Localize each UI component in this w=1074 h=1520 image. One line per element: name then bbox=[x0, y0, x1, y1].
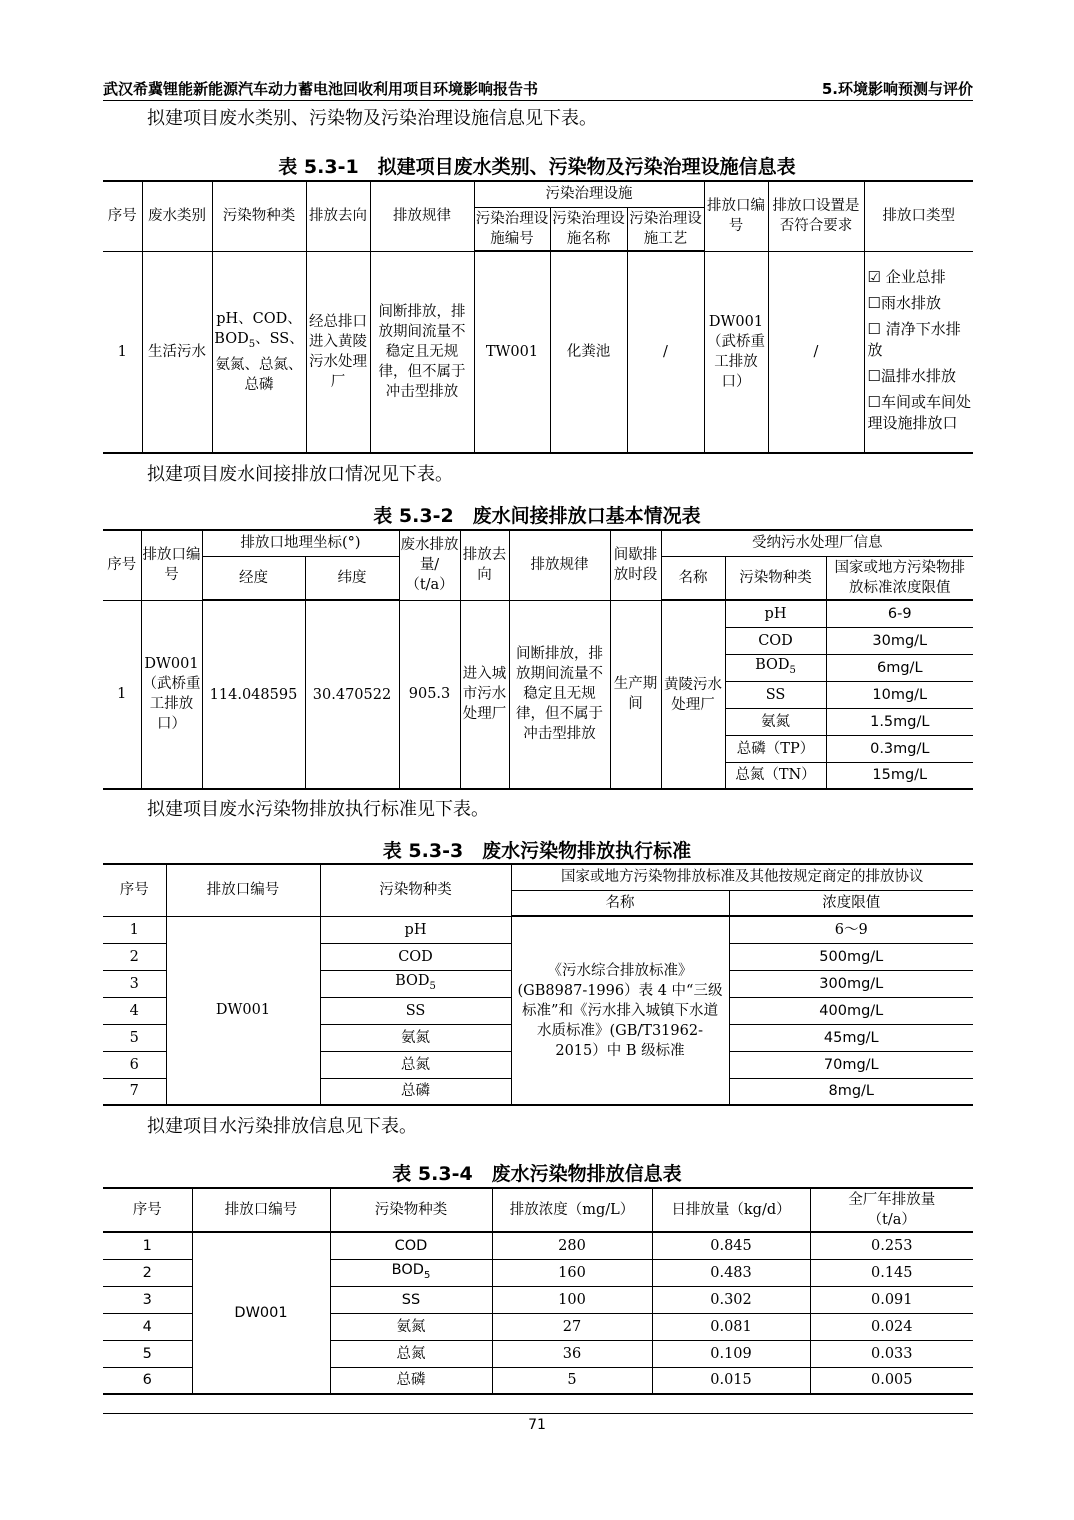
section-title: 5.环境影响预测与评价 bbox=[821, 80, 973, 98]
t2-limit-value: 6-9 bbox=[826, 600, 973, 627]
t2-limit-pollutant: 总氮（TN） bbox=[725, 762, 826, 789]
t2-plant-name: 黄陵污水处理厂 bbox=[661, 600, 725, 789]
t3-limit: 400mg/L bbox=[729, 997, 973, 1024]
t3-outlet: DW001 bbox=[166, 916, 320, 1105]
t2-h-amount: 废水排放量/（t/a） bbox=[399, 530, 460, 600]
t2-h-coord: 排放口地理坐标(°) bbox=[202, 530, 399, 556]
t4-pollutant: SS bbox=[330, 1286, 492, 1313]
t3-seq: 5 bbox=[103, 1024, 166, 1051]
t4-conc: 280 bbox=[492, 1232, 652, 1259]
t4-seq: 5 bbox=[103, 1340, 192, 1367]
t1-pollutant: pH、COD、$BOD_5$、SS、氨氮、总氮、总磷 bbox=[212, 251, 306, 453]
t2-limit-value: 6mg/L bbox=[826, 654, 973, 681]
t2-limit-pollutant: $BOD_5$ bbox=[725, 654, 826, 681]
t4-daily: 0.081 bbox=[652, 1313, 810, 1340]
table-discharge-info bbox=[103, 1187, 973, 1395]
t1-h-outlet-type: 排放口类型 bbox=[864, 181, 973, 251]
t2-rule: 间断排放，排放期间流量不稳定且无规律，但不属于冲击型排放 bbox=[509, 600, 610, 789]
t2-amount: 905.3 bbox=[399, 600, 460, 789]
t3-pollutant: 总磷 bbox=[320, 1078, 511, 1105]
t3-limit: 70mg/L bbox=[729, 1051, 973, 1078]
t2-limit-pollutant: 氨氮 bbox=[725, 708, 826, 735]
t3-pollutant: pH bbox=[320, 916, 511, 943]
table2-caption: 表 5.3-2 废水间接排放口基本情况表 bbox=[373, 505, 701, 527]
t3-limit: 8mg/L bbox=[729, 1078, 973, 1105]
t3-seq: 1 bbox=[103, 916, 166, 943]
t2-h-rule: 排放规律 bbox=[509, 530, 610, 600]
t2-limit-pollutant: COD bbox=[725, 627, 826, 654]
t4-conc: 100 bbox=[492, 1286, 652, 1313]
outlet-type-rain: ☐雨水排放 bbox=[867, 294, 941, 313]
t3-pollutant: SS bbox=[320, 997, 511, 1024]
t2-h-outlet-no: 排放口编号 bbox=[141, 530, 202, 600]
t3-pollutant: COD bbox=[320, 943, 511, 970]
t1-seq: 1 bbox=[103, 251, 142, 453]
t2-dest: 进入城市污水处理厂 bbox=[460, 600, 509, 789]
t1-h-dest: 排放去向 bbox=[306, 181, 370, 251]
t1-h-facility-name: 污染治理设施名称 bbox=[550, 207, 627, 251]
t3-pollutant: 氨氮 bbox=[320, 1024, 511, 1051]
t3-pollutant: $BOD_5$ bbox=[320, 970, 511, 997]
t4-pollutant: 总磷 bbox=[330, 1367, 492, 1394]
t4-conc: 160 bbox=[492, 1259, 652, 1286]
footer-rule bbox=[103, 1413, 973, 1414]
table-wastewater-facilities bbox=[103, 180, 973, 454]
t3-seq: 4 bbox=[103, 997, 166, 1024]
t1-h-outlet-no: 排放口编号 bbox=[704, 181, 768, 251]
table-discharge-standard bbox=[103, 863, 973, 1106]
t4-annual: 0.253 bbox=[810, 1232, 973, 1259]
t3-limit: 500mg/L bbox=[729, 943, 973, 970]
t4-pollutant: $BOD_5$ bbox=[330, 1259, 492, 1286]
t4-daily: 0.483 bbox=[652, 1259, 810, 1286]
t4-h-pollutant: 污染物种类 bbox=[330, 1188, 492, 1232]
outlet-type-enterprise: ☑ 企业总排 bbox=[867, 268, 946, 287]
t4-conc: 5 bbox=[492, 1367, 652, 1394]
t4-annual: 0.145 bbox=[810, 1259, 973, 1286]
t4-seq: 4 bbox=[103, 1313, 192, 1340]
t3-h-limit: 浓度限值 bbox=[729, 890, 973, 916]
t2-h-period: 间歇排放时段 bbox=[610, 530, 661, 600]
t4-outlet: DW001 bbox=[192, 1232, 330, 1394]
paragraph-3: 拟建项目废水污染物排放执行标准见下表。 bbox=[147, 799, 489, 820]
t4-annual: 0.091 bbox=[810, 1286, 973, 1313]
t4-conc: 36 bbox=[492, 1340, 652, 1367]
t3-seq: 7 bbox=[103, 1078, 166, 1105]
t2-limit-pollutant: 总磷（TP） bbox=[725, 735, 826, 762]
t3-h-outlet-no: 排放口编号 bbox=[166, 864, 320, 916]
paragraph-4: 拟建项目水污染排放信息见下表。 bbox=[147, 1116, 417, 1137]
t4-annual: 0.005 bbox=[810, 1367, 973, 1394]
t3-standard: 《污水综合排放标准》(GB8987-1996）表 4 中“三级标准”和《污水排入城镇下水道水质标准》(GB/T31962-2015）中 B 级标准 bbox=[511, 916, 729, 1105]
paragraph-1: 拟建项目废水类别、污染物及污染治理设施信息见下表。 bbox=[147, 108, 597, 129]
t4-daily: 0.109 bbox=[652, 1340, 810, 1367]
t2-period: 生产期间 bbox=[610, 600, 661, 789]
t3-h-seq: 序号 bbox=[103, 864, 166, 916]
t1-facility-no: TW001 bbox=[474, 251, 550, 453]
t2-limit-value: 1.5mg/L bbox=[826, 708, 973, 735]
table3-caption: 表 5.3-3 废水污染物排放执行标准 bbox=[382, 840, 692, 862]
table-indirect-outlet bbox=[103, 529, 973, 790]
t1-h-facility-group: 污染治理设施 bbox=[474, 181, 704, 207]
table1-caption: 表 5.3-1 拟建项目废水类别、污染物及污染治理设施信息表 bbox=[278, 156, 796, 178]
outlet-type-workshop: ☐车间或车间处理设施排放口 bbox=[867, 393, 971, 433]
t3-seq: 3 bbox=[103, 970, 166, 997]
t4-annual: 0.024 bbox=[810, 1313, 973, 1340]
t1-outlet-ok: / bbox=[768, 251, 864, 453]
t4-h-annual: 全厂年排放量（t/a） bbox=[810, 1188, 973, 1232]
t4-seq: 6 bbox=[103, 1367, 192, 1394]
t2-limit-value: 15mg/L bbox=[826, 762, 973, 789]
table4-caption: 表 5.3-4 废水污染物排放信息表 bbox=[392, 1163, 682, 1185]
t4-daily: 0.015 bbox=[652, 1367, 810, 1394]
t2-limit-value: 10mg/L bbox=[826, 681, 973, 708]
t1-h-type: 废水类别 bbox=[142, 181, 212, 251]
t3-h-pollutant: 污染物种类 bbox=[320, 864, 511, 916]
t2-h-lon: 经度 bbox=[202, 556, 305, 600]
t2-limit-pollutant: SS bbox=[725, 681, 826, 708]
t1-outlet-no: DW001（武桥重工排放口） bbox=[704, 251, 768, 453]
t4-seq: 1 bbox=[103, 1232, 192, 1259]
t2-lon: 114.048595 bbox=[202, 600, 305, 789]
t4-h-outlet-no: 排放口编号 bbox=[192, 1188, 330, 1232]
t3-limit: 45mg/L bbox=[729, 1024, 973, 1051]
t4-h-seq: 序号 bbox=[103, 1188, 192, 1232]
t4-h-daily: 日排放量（kg/d） bbox=[652, 1188, 810, 1232]
t2-outlet-no: DW001（武桥重工排放口） bbox=[141, 600, 202, 789]
t2-h-seq: 序号 bbox=[103, 530, 141, 600]
outlet-type-clean: ☐ 清净下水排放 bbox=[867, 320, 961, 360]
t1-h-facility-proc: 污染治理设施工艺 bbox=[627, 207, 704, 251]
t1-facility-name: 化粪池 bbox=[550, 251, 627, 453]
t4-pollutant: 氨氮 bbox=[330, 1313, 492, 1340]
paragraph-2: 拟建项目废水间接排放口情况见下表。 bbox=[147, 464, 453, 485]
outlet-type-warm: ☐温排水排放 bbox=[867, 367, 956, 386]
t2-lat: 30.470522 bbox=[305, 600, 399, 789]
t1-outlet-types bbox=[864, 251, 973, 453]
t3-h-name: 名称 bbox=[511, 890, 729, 916]
t1-h-outlet-ok: 排放口设置是否符合要求 bbox=[768, 181, 864, 251]
page-header bbox=[103, 76, 973, 101]
t3-seq: 2 bbox=[103, 943, 166, 970]
t2-h-plant-group: 受纳污水处理厂信息 bbox=[661, 530, 973, 556]
t2-limit-value: 30mg/L bbox=[826, 627, 973, 654]
t1-rule: 间断排放，排放期间流量不稳定且无规律，但不属于冲击型排放 bbox=[370, 251, 474, 453]
t3-pollutant: 总氮 bbox=[320, 1051, 511, 1078]
page-number: 71 bbox=[528, 1417, 546, 1433]
t3-seq: 6 bbox=[103, 1051, 166, 1078]
t3-limit: 6～9 bbox=[729, 916, 973, 943]
t1-h-rule: 排放规律 bbox=[370, 181, 474, 251]
t4-daily: 0.845 bbox=[652, 1232, 810, 1259]
report-title: 武汉希冀锂能新能源汽车动力蓄电池回收利用项目环境影响报告书 bbox=[103, 80, 539, 98]
t4-pollutant: COD bbox=[330, 1232, 492, 1259]
t3-h-std-group: 国家或地方污染物排放标准及其他按规定商定的排放协议 bbox=[511, 864, 973, 890]
t2-h-dest: 排放去向 bbox=[460, 530, 509, 600]
t2-limit-value: 0.3mg/L bbox=[826, 735, 973, 762]
t1-h-pollutant: 污染物种类 bbox=[212, 181, 306, 251]
t2-h-plant-limit: 国家或地方污染物排放标准浓度限值 bbox=[826, 556, 973, 600]
t4-pollutant: 总氮 bbox=[330, 1340, 492, 1367]
t2-h-plant-pollutant: 污染物种类 bbox=[725, 556, 826, 600]
t4-h-conc: 排放浓度（mg/L） bbox=[492, 1188, 652, 1232]
t1-facility-proc: / bbox=[627, 251, 704, 453]
t2-limit-pollutant: pH bbox=[725, 600, 826, 627]
t4-annual: 0.033 bbox=[810, 1340, 973, 1367]
t3-limit: 300mg/L bbox=[729, 970, 973, 997]
t1-h-seq: 序号 bbox=[103, 181, 142, 251]
t1-type: 生活污水 bbox=[142, 251, 212, 453]
t1-h-facility-no: 污染治理设施编号 bbox=[474, 207, 550, 251]
t2-seq: 1 bbox=[103, 600, 141, 789]
t4-conc: 27 bbox=[492, 1313, 652, 1340]
t2-h-lat: 纬度 bbox=[305, 556, 399, 600]
t1-dest: 经总排口进入黄陵污水处理厂 bbox=[306, 251, 370, 453]
t4-daily: 0.302 bbox=[652, 1286, 810, 1313]
t4-seq: 3 bbox=[103, 1286, 192, 1313]
t4-seq: 2 bbox=[103, 1259, 192, 1286]
t2-h-plant-name: 名称 bbox=[661, 556, 725, 600]
